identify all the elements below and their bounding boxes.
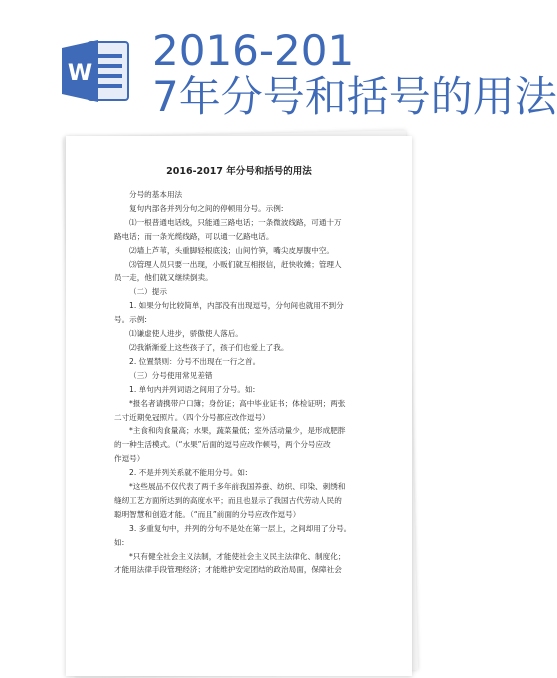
- body-line: 的一种生活模式。（“水果”后面的逗号应改作顿号，两个分号应改: [114, 440, 331, 450]
- body-line: 路电话；而一条光缆线路，可以通一亿路电话。: [114, 231, 274, 241]
- cover-title-line-1: 2016-201: [152, 26, 355, 75]
- body-line: 二寸近期免冠照片。（四个分号都应改作逗号）: [114, 412, 270, 422]
- body-line: *主食和肉食量高；水果，蔬菜量低；室外活动量少，是形成肥胖: [129, 426, 346, 436]
- header-banner: [0, 0, 557, 140]
- body-line: 分号的基本用法: [129, 190, 183, 199]
- cover-title-line-2: 7年分号和括号的用法: [152, 72, 557, 121]
- body-line: ⑶管理人员只要一出现，小贩们就互相报信，赶快收摊；管理人: [129, 259, 342, 269]
- body-line: ⑵我渐渐爱上这些孩子了，孩子们也爱上了我。: [129, 342, 289, 352]
- svg-text:W: W: [67, 61, 93, 86]
- body-line: 3. 多重复句中，并列的分句不是处在第一层上，之间却用了分号。: [129, 523, 352, 533]
- body-line: 号。示例:: [114, 315, 147, 325]
- document-title: 2016-2017 年分号和括号的用法: [166, 166, 312, 177]
- body-line: 员一走，他们就又继续倒卖。: [114, 273, 213, 283]
- body-line: ⑴谦虚使人进步，骄傲使人落后。: [129, 329, 243, 339]
- body-line: 2. 位置禁则：分号不出现在一行之首。: [129, 356, 261, 366]
- word-doc-icon: [58, 34, 132, 108]
- body-line: 1. 如果分句比较简单，内部没有出现逗号，分句间也就用不到分: [129, 301, 344, 311]
- body-line: 缝纫工艺方面所达到的高度水平；而且也显示了我国古代劳动人民的: [114, 495, 342, 505]
- body-line: 作逗号）: [114, 454, 145, 464]
- body-line: 聪明智慧和创造才能。（“而且”前面的分号应改作逗号）: [114, 509, 301, 519]
- body-line: *这些展品不仅代表了两千多年前我国养蚕、纺织、印染、刺绣和: [129, 482, 346, 492]
- body-line: *报名者请携带户口簿；身份证；高中毕业证书；体检证明；两张: [129, 398, 346, 408]
- body-line: （三）分号使用常见差错: [129, 370, 213, 380]
- body-line: *只有健全社会主义法制，才能使社会主义民主法律化、制度化；: [129, 551, 346, 561]
- body-line: 1. 单句内并列词语之间用了分号。如:: [129, 384, 256, 394]
- document-body: [114, 188, 379, 577]
- body-line: 2. 不是并列关系就不能用分号。如:: [129, 468, 248, 478]
- body-line: ⑵墙上芦苇，头重脚轻根底浅；山间竹笋，嘴尖皮厚腹中空。: [129, 245, 335, 255]
- body-line: 才能用法律手段管理经济；才能维护安定团结的政治局面，保障社会: [114, 565, 342, 575]
- body-line: 复句内部各并列分句之间的停顿用分号。示例:: [129, 203, 284, 213]
- body-line: 如:: [114, 537, 125, 547]
- body-line: （二）提示: [129, 287, 167, 297]
- document-page: [66, 136, 412, 676]
- body-line: ⑴一根普通电话线，只能通三路电话；一条微波线路，可通十万: [129, 217, 342, 227]
